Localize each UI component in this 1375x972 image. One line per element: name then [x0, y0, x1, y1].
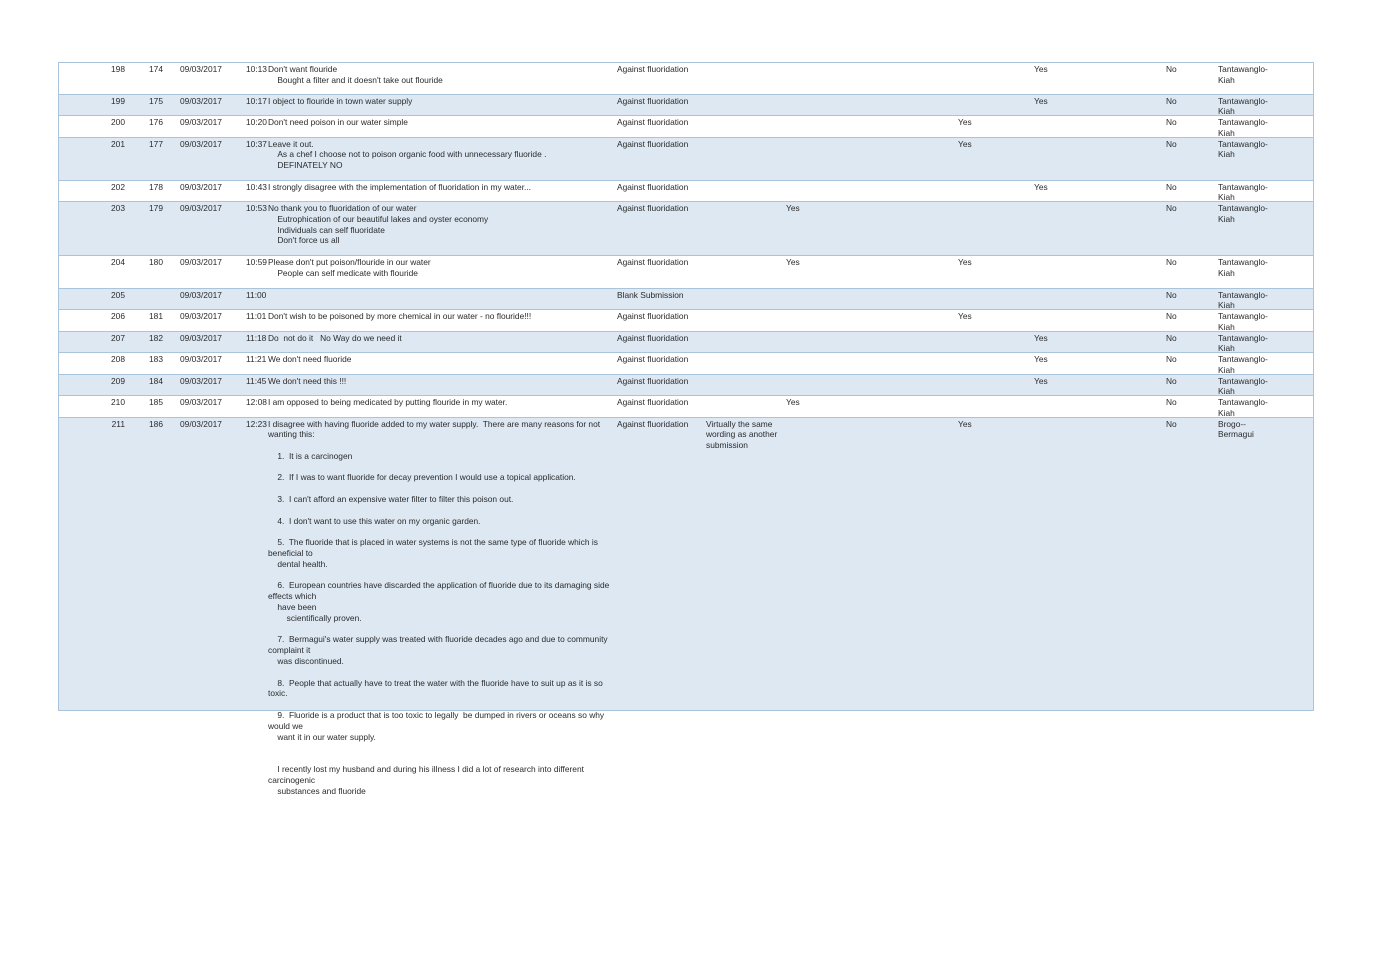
submission-id-cell: 182: [149, 332, 163, 343]
position-cell: Against fluoridation: [617, 332, 689, 343]
position-cell: Against fluoridation: [617, 64, 689, 74]
no-column-cell: No: [1166, 257, 1177, 267]
date-cell: 09/03/2017: [180, 95, 222, 106]
position-cell: Against fluoridation: [617, 311, 689, 321]
location-cell: Tantawanglo- Kiah: [1218, 203, 1268, 224]
time-cell: 10:37: [246, 138, 267, 149]
no-column-cell: No: [1166, 95, 1177, 106]
location-cell: Tantawanglo- Kiah: [1218, 257, 1268, 278]
date-cell: 09/03/2017: [180, 397, 222, 407]
position-cell: Against fluoridation: [617, 117, 689, 127]
time-cell: 10:20: [246, 117, 267, 127]
comment-cell: Don't wish to be poisoned by more chemical in our water - no flouride!!!: [268, 311, 532, 321]
comment-cell: I disagree with having fluoride added to my water supply. There are many reasons for not wanting this: 1. It is a carcinogen 2. If I was to want fluoride for decay prevention I would use a topical application. 3. I can't afford an expensive water filter to filter this poison out. 4. I don't want to use this water on my organic garden. 5. The fluoride that is placed in water systems is not the same type of fluoride which is beneficial to dental health. 6. European countries have discarded the application of fluoride due to its damaging side effects which have been scientifically proven. 7. Bermagui's water supply was treated with fluoride decades ago and due to community complaint it was discontinued. 8. People that actually have to treat the water with the fluoride have to suit up as it is so toxic. 9. Fluoride is a product that is too toxic to legally be dumped in rivers or oceans so why would we want it in our water supply. I recently lost my husband and during his illness I did a lot of research into different carcinogenic substances and fluoride: [268, 418, 610, 796]
row-number-cell: 209: [111, 375, 125, 386]
time-cell: 11:18: [246, 332, 267, 343]
time-cell: 12:08: [246, 397, 267, 407]
location-cell: Tantawanglo- Kiah: [1218, 138, 1268, 160]
position-cell: Against fluoridation: [617, 354, 689, 364]
submission-id-cell: 179: [149, 203, 163, 213]
location-cell: Tantawanglo- Kiah: [1218, 64, 1268, 85]
position-cell: Against fluoridation: [617, 203, 689, 213]
comment-cell: [268, 290, 618, 308]
submission-id-cell: 175: [149, 95, 163, 106]
time-cell: 10:13: [246, 64, 267, 74]
row-number-cell: 204: [111, 257, 125, 267]
time-cell: 10:43: [246, 181, 267, 192]
date-cell: 09/03/2017: [180, 203, 222, 213]
table-row: [58, 396, 1314, 418]
yes-column-c-cell: Yes: [1034, 354, 1048, 364]
date-cell: 09/03/2017: [180, 354, 222, 364]
comment-cell: I object to flouride in town water supply: [268, 95, 413, 106]
row-number-cell: 201: [111, 138, 125, 149]
note-cell: Virtually the same wording as another submission: [706, 418, 778, 451]
position-cell: Against fluoridation: [617, 181, 689, 192]
submission-id-cell: 184: [149, 375, 163, 386]
row-number-cell: 211: [111, 418, 125, 429]
yes-column-b-cell: Yes: [958, 117, 972, 127]
row-number-cell: 207: [111, 332, 125, 343]
time-cell: 11:00: [246, 289, 267, 300]
table-row: [58, 310, 1314, 332]
row-number-cell: 203: [111, 203, 125, 213]
submission-id-cell: 185: [149, 397, 163, 407]
location-cell: Tantawanglo- Kiah: [1218, 117, 1268, 138]
yes-column-a-cell: Yes: [786, 203, 800, 213]
location-cell: Tantawanglo- Kiah: [1218, 311, 1268, 332]
date-cell: 09/03/2017: [180, 418, 222, 429]
location-cell: Tantawanglo- Kiah: [1218, 181, 1268, 203]
table-row: [58, 353, 1314, 375]
time-cell: 12:23: [246, 418, 267, 429]
row-number-cell: 198: [111, 64, 125, 74]
time-cell: 10:53: [246, 203, 267, 213]
location-cell: Tantawanglo- Kiah: [1218, 95, 1268, 117]
row-number-cell: 210: [111, 397, 125, 407]
no-column-cell: No: [1166, 397, 1177, 407]
yes-column-c-cell: Yes: [1034, 332, 1048, 343]
no-column-cell: No: [1166, 375, 1177, 386]
date-cell: 09/03/2017: [180, 138, 222, 149]
table-row: [58, 202, 1314, 256]
no-column-cell: No: [1166, 289, 1177, 300]
submission-id-cell: 180: [149, 257, 163, 267]
comment-cell: Do not do it No Way do we need it: [268, 332, 402, 343]
no-column-cell: No: [1166, 332, 1177, 343]
date-cell: 09/03/2017: [180, 311, 222, 321]
comment-cell: Don't want flouride Bought a filter and it doesn't take out flouride: [268, 64, 443, 85]
table-row: [58, 332, 1314, 354]
position-cell: Against fluoridation: [617, 397, 689, 407]
comment-cell: Please don't put poison/flouride in our water People can self medicate with flouride: [268, 257, 431, 278]
date-cell: 09/03/2017: [180, 64, 222, 74]
row-number-cell: 199: [111, 95, 125, 106]
position-cell: Against fluoridation: [617, 418, 689, 429]
location-cell: Brogo-- Bermagui: [1218, 418, 1254, 440]
location-cell: Tantawanglo- Kiah: [1218, 354, 1268, 375]
position-cell: Against fluoridation: [617, 138, 689, 149]
comment-cell: We don't need this !!!: [268, 375, 347, 386]
yes-column-b-cell: Yes: [958, 257, 972, 267]
submission-id-cell: 176: [149, 117, 163, 127]
submission-id-cell: 181: [149, 311, 163, 321]
yes-column-c-cell: Yes: [1034, 375, 1048, 386]
position-cell: Against fluoridation: [617, 257, 689, 267]
submission-id-cell: 178: [149, 181, 163, 192]
row-number-cell: 206: [111, 311, 125, 321]
location-cell: Tantawanglo- Kiah: [1218, 397, 1268, 418]
time-cell: 10:59: [246, 257, 267, 267]
date-cell: 09/03/2017: [180, 332, 222, 343]
yes-column-c-cell: Yes: [1034, 181, 1048, 192]
time-cell: 11:45: [246, 375, 267, 386]
yes-column-c-cell: Yes: [1034, 95, 1048, 106]
row-number-cell: 202: [111, 181, 125, 192]
no-column-cell: No: [1166, 354, 1177, 364]
submissions-table: [58, 62, 1314, 796]
location-cell: Tantawanglo- Kiah: [1218, 289, 1268, 311]
yes-column-a-cell: Yes: [786, 397, 800, 407]
submission-id-cell: 177: [149, 138, 163, 149]
yes-column-b-cell: Yes: [958, 138, 972, 149]
no-column-cell: No: [1166, 203, 1177, 213]
submission-id-cell: 186: [149, 418, 163, 429]
comment-cell: Don't need poison in our water simple: [268, 117, 408, 127]
table-row: [58, 116, 1314, 138]
table-row: [58, 418, 1314, 796]
row-number-cell: 205: [111, 289, 125, 300]
no-column-cell: No: [1166, 117, 1177, 127]
submission-id-cell: 174: [149, 64, 163, 74]
comment-cell: I strongly disagree with the implementation of fluoridation in my water...: [268, 181, 532, 192]
no-column-cell: No: [1166, 181, 1177, 192]
comment-cell: No thank you to fluoridation of our water Eutrophication of our beautiful lakes and oyster economy Individuals can self fluoridate Don't force us all: [268, 203, 489, 246]
date-cell: 09/03/2017: [180, 289, 222, 300]
date-cell: 09/03/2017: [180, 117, 222, 127]
time-cell: 10:17: [246, 95, 267, 106]
time-cell: 11:21: [246, 354, 267, 364]
date-cell: 09/03/2017: [180, 257, 222, 267]
time-cell: 11:01: [246, 311, 267, 321]
table-row: [58, 181, 1314, 203]
table-row: [58, 95, 1314, 117]
position-cell: Against fluoridation: [617, 95, 689, 106]
position-cell: Blank Submission: [617, 289, 684, 300]
yes-column-c-cell: Yes: [1034, 64, 1048, 74]
position-cell: Against fluoridation: [617, 375, 689, 386]
table-row: [58, 375, 1314, 397]
comment-cell: We don't need fluoride: [268, 354, 352, 364]
no-column-cell: No: [1166, 64, 1177, 74]
table-row: [58, 289, 1314, 311]
no-column-cell: No: [1166, 138, 1177, 149]
no-column-cell: No: [1166, 311, 1177, 321]
yes-column-a-cell: Yes: [786, 257, 800, 267]
table-row: [58, 138, 1314, 181]
table-row: [58, 62, 1314, 95]
no-column-cell: No: [1166, 418, 1177, 429]
location-cell: Tantawanglo- Kiah: [1218, 332, 1268, 354]
date-cell: 09/03/2017: [180, 181, 222, 192]
location-cell: Tantawanglo- Kiah: [1218, 375, 1268, 397]
date-cell: 09/03/2017: [180, 375, 222, 386]
submission-id-cell: 183: [149, 354, 163, 364]
table-row: [58, 256, 1314, 289]
row-number-cell: 200: [111, 117, 125, 127]
comment-cell: I am opposed to being medicated by putting flouride in my water.: [268, 397, 508, 407]
row-number-cell: 208: [111, 354, 125, 364]
yes-column-b-cell: Yes: [958, 311, 972, 321]
comment-cell: Leave it out. As a chef I choose not to poison organic food with unnecessary fluoride . DEFINATELY NO: [268, 138, 547, 171]
yes-column-b-cell: Yes: [958, 418, 972, 429]
